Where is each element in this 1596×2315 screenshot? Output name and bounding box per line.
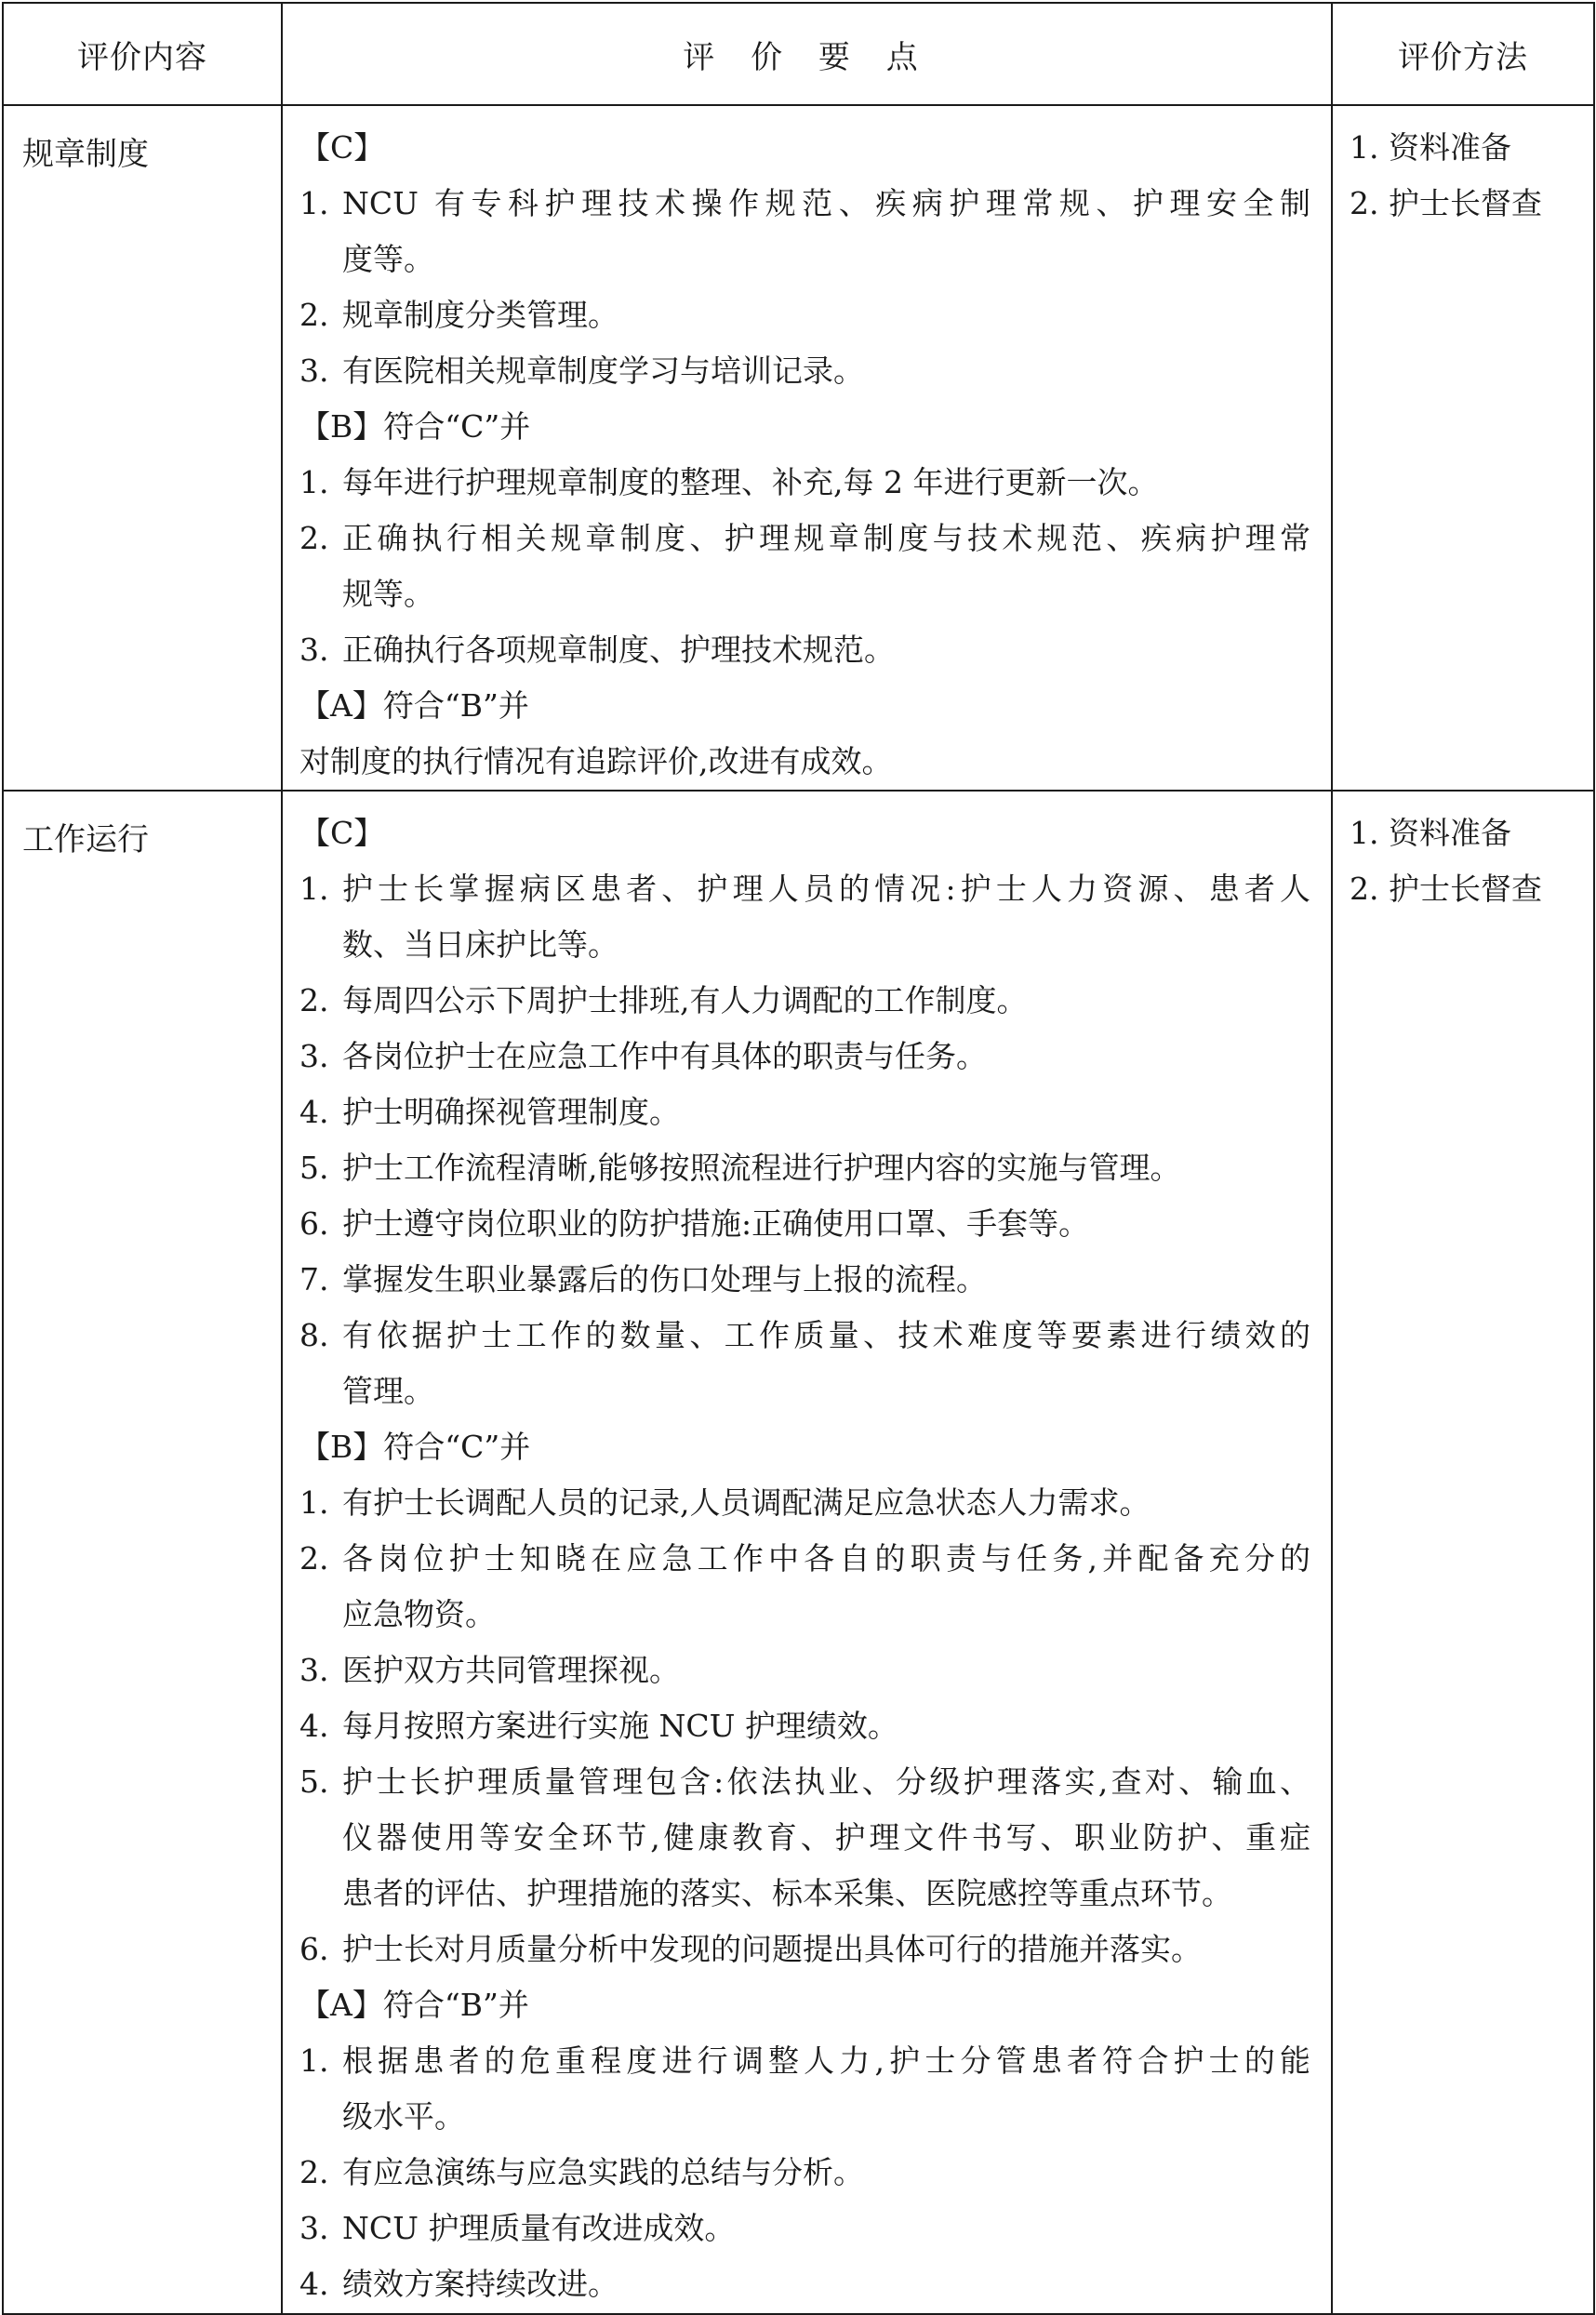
item-text xyxy=(342,2256,1310,2312)
item-line: 各岗位护士在应急工作中有具体的职责与任务。 xyxy=(342,1038,987,1074)
item-number: 2. xyxy=(299,1540,329,1577)
item-line: 护士长掌握病区患者、护理人员的情况:护士人力资源、患者人 xyxy=(342,871,1310,907)
method-item: 2. 护士长督查 xyxy=(1350,185,1542,221)
grade-label: 【A】符合“B”并 xyxy=(299,1987,529,2023)
methods-cell xyxy=(1332,791,1594,2314)
grade-text: 对制度的执行情况有追踪评价,改进有成效。 xyxy=(299,743,893,779)
item-text xyxy=(342,455,1310,511)
list-item xyxy=(299,1531,1310,1643)
item-number: 3. xyxy=(299,632,329,668)
item-text xyxy=(342,1475,1310,1531)
item-line: 护士明确探视管理制度。 xyxy=(342,1094,680,1130)
item-line: 规等。 xyxy=(342,576,434,612)
list-item xyxy=(299,2201,1310,2256)
method-item: 1. 资料准备 xyxy=(1350,129,1511,166)
item-line: 规章制度分类管理。 xyxy=(342,297,618,333)
evaluation-table xyxy=(2,2,1595,2315)
item-text xyxy=(342,1754,1310,1922)
item-line: 数、当日床护比等。 xyxy=(342,926,618,963)
grade-label: 【C】 xyxy=(299,129,385,166)
item-line: 护士遵守岗位职业的防护措施:正确使用口罩、手套等。 xyxy=(342,1205,1090,1242)
list-item xyxy=(299,455,1310,511)
list-item xyxy=(299,1698,1310,1754)
table-row xyxy=(3,791,1594,2314)
item-line: 有护士长调配人员的记录,人员调配满足应急状态人力需求。 xyxy=(342,1484,1150,1521)
grade-label: 【A】符合“B”并 xyxy=(299,687,529,724)
item-text xyxy=(342,176,1310,287)
method-item: 1. 资料准备 xyxy=(1350,815,1511,851)
points-cell xyxy=(282,791,1332,2314)
item-number: 2. xyxy=(299,297,329,333)
item-line: 医护双方共同管理探视。 xyxy=(342,1652,680,1688)
item-line: 绩效方案持续改进。 xyxy=(342,2266,618,2302)
points-body xyxy=(283,106,1331,790)
header-content: 评价内容 xyxy=(3,3,282,105)
item-number: 1. xyxy=(299,2042,329,2079)
list-item xyxy=(299,622,1310,678)
item-text xyxy=(342,973,1310,1029)
item-line: 有应急演练与应急实践的总结与分析。 xyxy=(342,2154,864,2190)
item-line: NCU 有专科护理技术操作规范、疾病护理常规、护理安全制 xyxy=(342,185,1310,221)
item-number: 5. xyxy=(299,1150,329,1186)
grade-label: 【C】 xyxy=(299,815,385,851)
grade-label: 【B】符合“C”并 xyxy=(299,408,531,445)
list-item xyxy=(299,1475,1310,1531)
item-number: 3. xyxy=(299,2210,329,2246)
item-text xyxy=(342,622,1310,678)
list-item xyxy=(299,1922,1310,1977)
item-number: 3. xyxy=(299,353,329,389)
item-line: 度等。 xyxy=(342,241,434,277)
list-item xyxy=(299,1084,1310,1140)
item-number: 6. xyxy=(299,1931,329,1967)
item-number: 2. xyxy=(299,982,329,1018)
item-number: 8. xyxy=(299,1317,329,1353)
item-number: 5. xyxy=(299,1763,329,1800)
methods-list xyxy=(1333,792,1593,917)
item-line: 每年进行护理规章制度的整理、补充,每 2 年进行更新一次。 xyxy=(342,464,1159,500)
methods-list xyxy=(1333,106,1593,232)
item-number: 1. xyxy=(299,871,329,907)
item-line: 正确执行相关规章制度、护理规章制度与技术规范、疾病护理常 xyxy=(342,520,1310,556)
item-line: 有医院相关规章制度学习与培训记录。 xyxy=(342,353,864,389)
item-line: NCU 护理质量有改进成效。 xyxy=(342,2210,736,2246)
item-text xyxy=(342,1531,1310,1643)
item-number: 1. xyxy=(299,464,329,500)
item-number: 7. xyxy=(299,1261,329,1297)
list-item xyxy=(299,2256,1310,2312)
item-number: 1. xyxy=(299,1484,329,1521)
points-cell xyxy=(282,105,1332,791)
item-text xyxy=(342,511,1310,622)
item-number: 2. xyxy=(299,2154,329,2190)
points-body xyxy=(283,792,1331,2312)
item-text xyxy=(342,1308,1310,1419)
list-item xyxy=(299,1643,1310,1698)
item-text xyxy=(342,1140,1310,1196)
item-line: 每月按照方案进行实施 NCU 护理绩效。 xyxy=(342,1708,898,1744)
item-text xyxy=(342,1196,1310,1252)
item-line: 管理。 xyxy=(342,1373,434,1409)
item-number: 3. xyxy=(299,1652,329,1688)
item-line: 护士工作流程清晰,能够按照流程进行护理内容的实施与管理。 xyxy=(342,1150,1181,1186)
item-text xyxy=(342,1643,1310,1698)
header-points: 评 价 要 点 xyxy=(282,3,1332,105)
category-cell: 工作运行 xyxy=(3,791,282,2314)
item-line: 应急物资。 xyxy=(342,1596,496,1632)
item-line: 级水平。 xyxy=(342,2098,465,2135)
method-item: 2. 护士长督查 xyxy=(1350,871,1542,907)
item-line: 有依据护士工作的数量、工作质量、技术难度等要素进行绩效的 xyxy=(342,1317,1310,1353)
list-item xyxy=(299,287,1310,343)
table-row xyxy=(3,105,1594,791)
list-item xyxy=(299,973,1310,1029)
item-number: 4. xyxy=(299,2266,329,2302)
list-item xyxy=(299,176,1310,287)
item-line: 护士长对月质量分析中发现的问题提出具体可行的措施并落实。 xyxy=(342,1931,1202,1967)
item-line: 根据患者的危重程度进行调整人力,护士分管患者符合护士的能 xyxy=(342,2042,1310,2079)
list-item xyxy=(299,343,1310,399)
item-line: 每周四公示下周护士排班,有人力调配的工作制度。 xyxy=(342,982,1028,1018)
item-text xyxy=(342,1029,1310,1084)
list-item xyxy=(299,861,1310,973)
grade-label: 【B】符合“C”并 xyxy=(299,1429,531,1465)
item-line: 仪器使用等安全环节,健康教育、护理文件书写、职业防护、重症 xyxy=(342,1819,1310,1856)
list-item xyxy=(299,1308,1310,1419)
item-text xyxy=(342,1084,1310,1140)
item-text xyxy=(342,2145,1310,2201)
list-item xyxy=(299,511,1310,622)
item-number: 4. xyxy=(299,1708,329,1744)
item-text xyxy=(342,287,1310,343)
item-number: 1. xyxy=(299,185,329,221)
item-number: 6. xyxy=(299,1205,329,1242)
list-item xyxy=(299,2145,1310,2201)
list-item xyxy=(299,1029,1310,1084)
item-text xyxy=(342,861,1310,973)
item-text xyxy=(342,2201,1310,2256)
item-line: 护士长护理质量管理包含:依法执业、分级护理落实,查对、输血、 xyxy=(342,1763,1310,1800)
category-cell: 规章制度 xyxy=(3,105,282,791)
item-line: 患者的评估、护理措施的落实、标本采集、医院感控等重点环节。 xyxy=(342,1875,1232,1911)
methods-cell xyxy=(1332,105,1594,791)
item-number: 2. xyxy=(299,520,329,556)
list-item xyxy=(299,1754,1310,1922)
item-text xyxy=(342,1252,1310,1308)
item-text xyxy=(342,1922,1310,1977)
item-text xyxy=(342,1698,1310,1754)
header-row xyxy=(3,3,1594,105)
item-line: 各岗位护士知晓在应急工作中各自的职责与任务,并配备充分的 xyxy=(342,1540,1310,1577)
item-number: 3. xyxy=(299,1038,329,1074)
item-text xyxy=(342,2033,1310,2145)
item-line: 掌握发生职业暴露后的伤口处理与上报的流程。 xyxy=(342,1261,987,1297)
list-item xyxy=(299,2033,1310,2145)
item-line: 正确执行各项规章制度、护理技术规范。 xyxy=(342,632,895,668)
header-method: 评价方法 xyxy=(1332,3,1594,105)
item-text xyxy=(342,343,1310,399)
list-item xyxy=(299,1196,1310,1252)
list-item xyxy=(299,1140,1310,1196)
list-item xyxy=(299,1252,1310,1308)
item-number: 4. xyxy=(299,1094,329,1130)
